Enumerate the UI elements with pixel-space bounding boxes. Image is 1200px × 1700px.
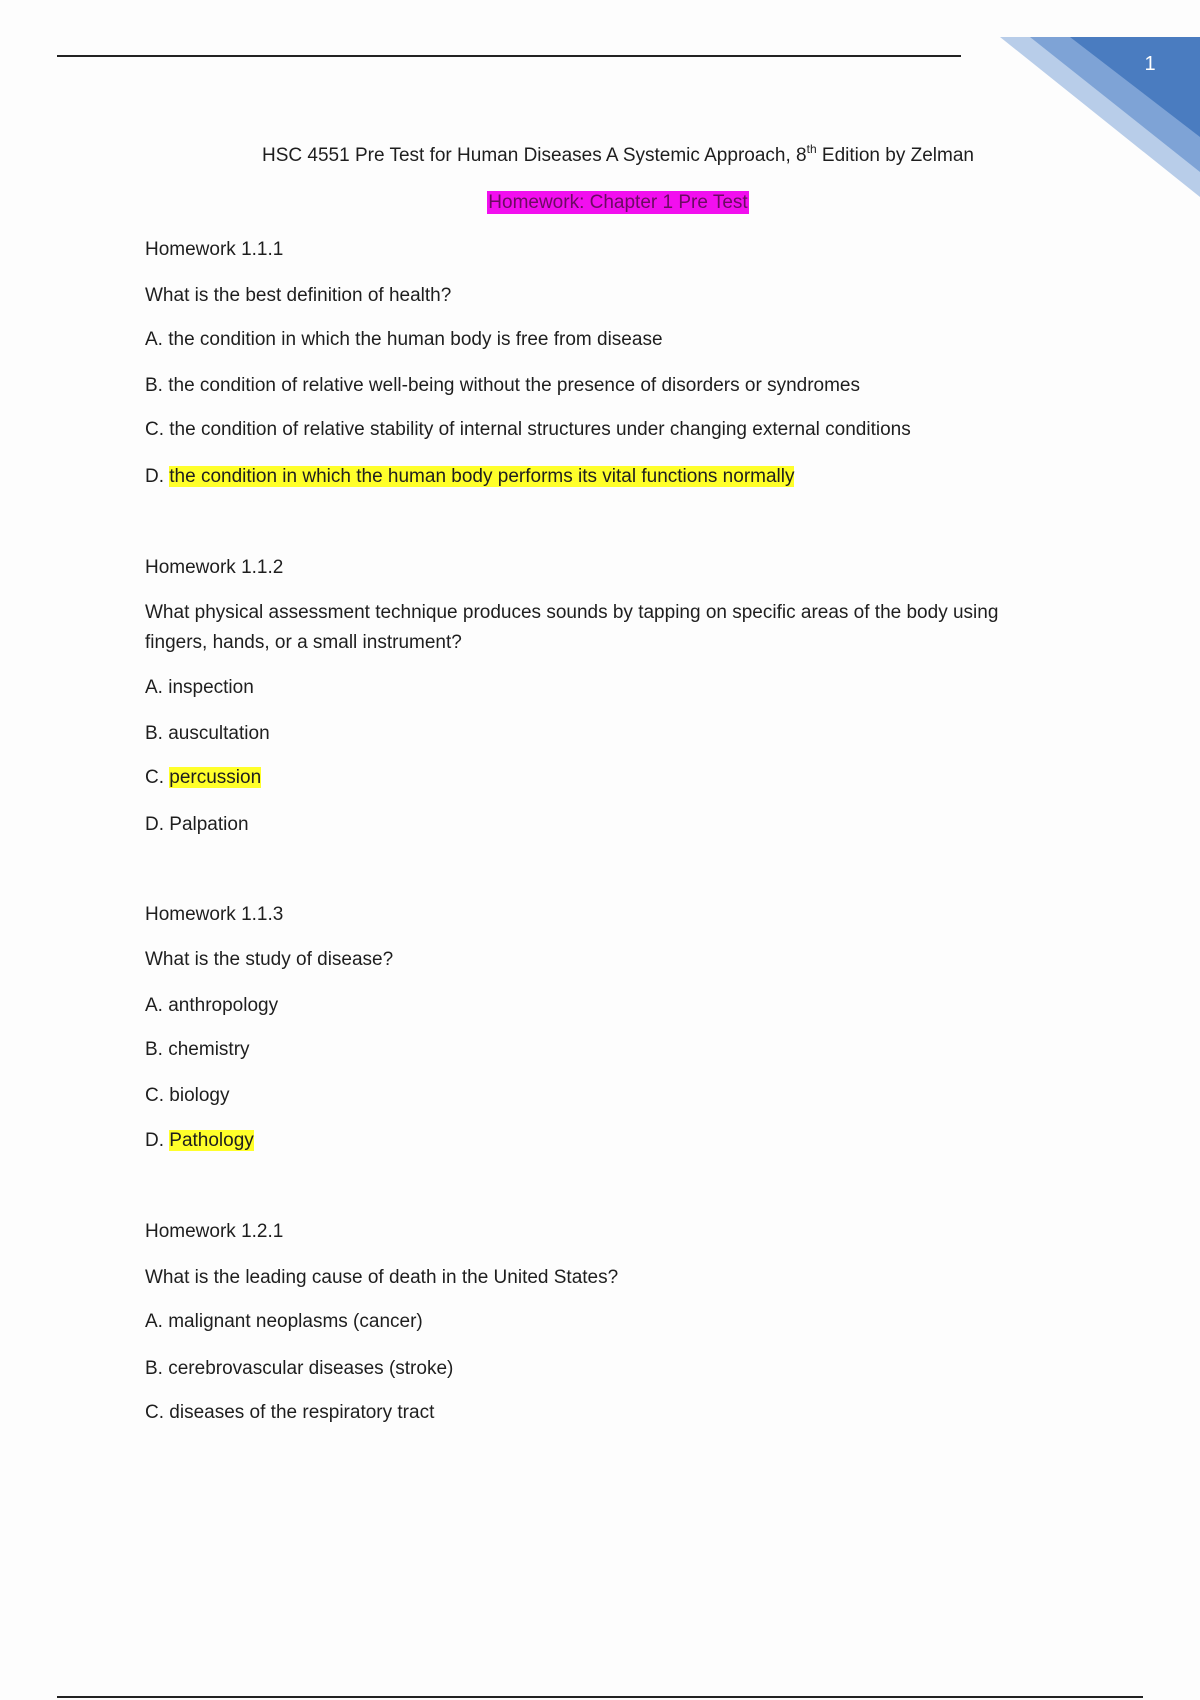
answer-option-correct [145, 763, 261, 793]
question-id: Homework 1.1.3 [145, 904, 284, 925]
page-number: 1 [1144, 53, 1156, 75]
title-text-after: Edition by Zelman [816, 145, 974, 166]
answer-option-correct [145, 462, 794, 492]
answer-option [145, 371, 860, 401]
answer-option [145, 1354, 453, 1384]
option-text: auscultation [168, 723, 270, 744]
option-letter: C. [145, 767, 164, 788]
answer-option [145, 415, 911, 445]
option-letter: B. [145, 1358, 163, 1379]
question-prompt: What is the best definition of health? [145, 285, 452, 306]
question-prompt-line: What physical assessment technique produces sounds by tapping on specific areas of the body using [145, 602, 999, 623]
header-rule [57, 55, 961, 57]
option-letter: B. [145, 375, 163, 396]
option-letter: B. [145, 1039, 163, 1060]
footer-rule [57, 1696, 1143, 1698]
option-letter: C. [145, 419, 164, 440]
answer-option [145, 1081, 230, 1111]
section-heading [0, 192, 1200, 214]
answer-option [145, 991, 278, 1021]
option-text: diseases of the respiratory tract [169, 1402, 435, 1423]
answer-option [145, 1398, 434, 1428]
question-prompt-line: fingers, hands, or a small instrument? [145, 632, 462, 653]
option-text: the condition of relative stability of internal structures under changing external conditions [169, 419, 911, 440]
question-id: Homework 1.2.1 [145, 1221, 284, 1242]
option-text: cerebrovascular diseases (stroke) [168, 1358, 454, 1379]
option-text: Palpation [169, 814, 249, 835]
option-letter: A. [145, 1311, 163, 1332]
option-letter: A. [145, 995, 163, 1016]
question-prompt: What is the study of disease? [145, 949, 394, 970]
option-text-highlighted: Pathology [169, 1130, 254, 1151]
option-text: anthropology [168, 995, 279, 1016]
answer-option-correct [145, 1126, 254, 1156]
answer-option [145, 719, 270, 749]
title-text: HSC 4551 Pre Test for Human Diseases A Systemic Approach, 8 [262, 145, 807, 166]
option-text-highlighted: the condition in which the human body performs its vital functions normally [169, 466, 795, 487]
option-letter: A. [145, 677, 163, 698]
option-letter: D. [145, 1130, 164, 1151]
option-text: the condition in which the human body is free from disease [168, 329, 663, 350]
option-letter: C. [145, 1085, 164, 1106]
section-heading-text: Homework: Chapter 1 Pre Test [488, 192, 748, 213]
question-prompt: What is the leading cause of death in the United States? [145, 1267, 619, 1288]
answer-option [145, 1307, 423, 1337]
option-letter: C. [145, 1402, 164, 1423]
question-id: Homework 1.1.1 [145, 239, 284, 260]
option-text-highlighted: percussion [169, 767, 262, 788]
option-letter: B. [145, 723, 163, 744]
answer-option [145, 1035, 250, 1065]
title-superscript: th [806, 142, 817, 156]
option-text: inspection [168, 677, 254, 698]
answer-option [145, 810, 249, 840]
option-letter: D. [145, 466, 164, 487]
answer-option [145, 673, 254, 703]
option-letter: D. [145, 814, 164, 835]
document-title [0, 142, 1200, 167]
option-letter: A. [145, 329, 163, 350]
option-text: the condition of relative well-being without the presence of disorders or syndromes [168, 375, 860, 396]
answer-option [145, 325, 663, 355]
question-id: Homework 1.1.2 [145, 557, 284, 578]
option-text: malignant neoplasms (cancer) [168, 1311, 423, 1332]
option-text: biology [169, 1085, 230, 1106]
option-text: chemistry [168, 1039, 250, 1060]
